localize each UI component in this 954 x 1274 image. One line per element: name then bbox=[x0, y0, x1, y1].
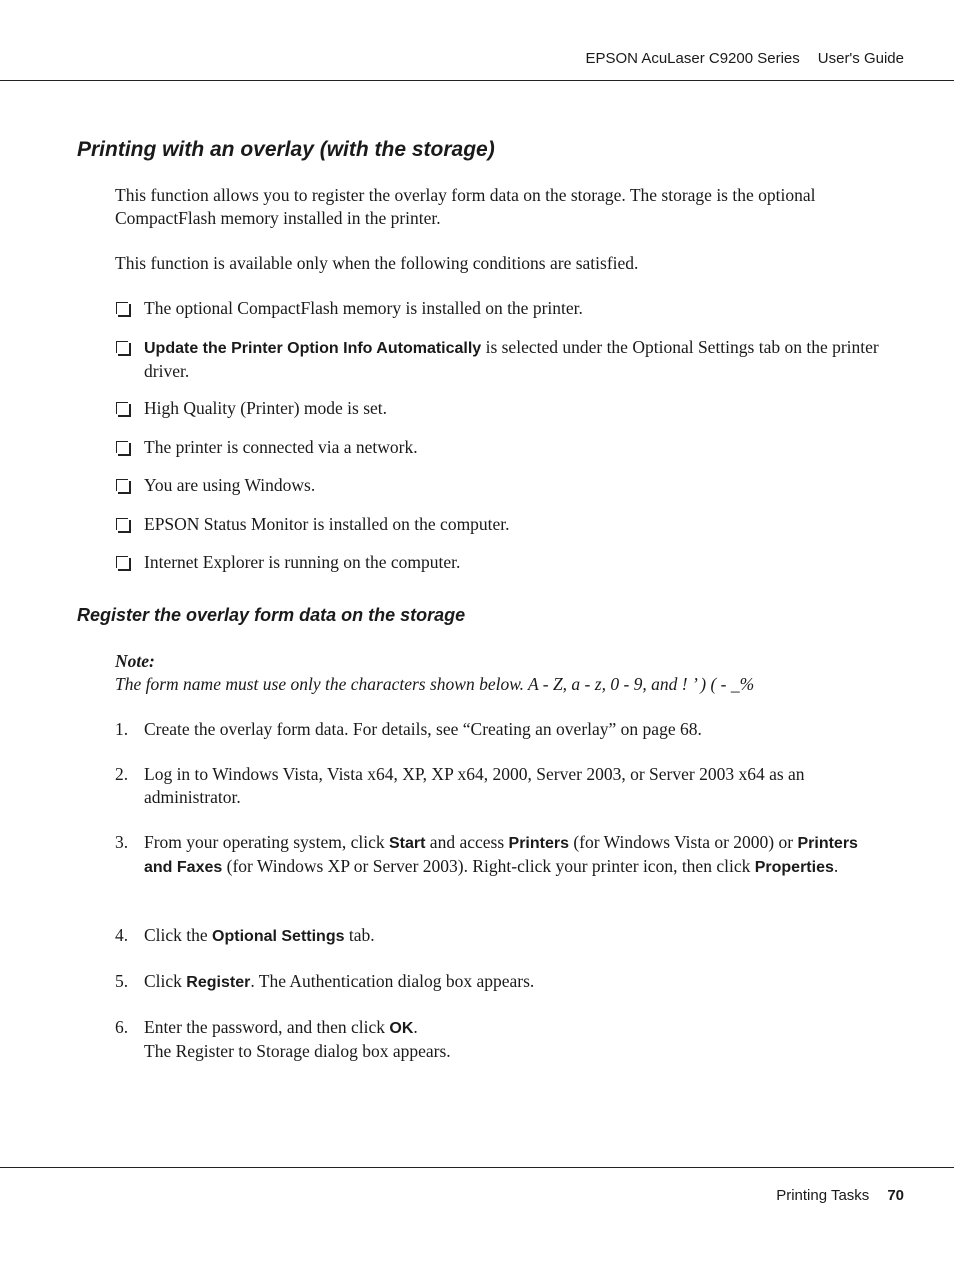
condition-item: The printer is connected via a network. bbox=[115, 436, 890, 459]
section-title: Printing with an overlay (with the storage) bbox=[77, 138, 495, 161]
header-guide: User's Guide bbox=[817, 50, 904, 67]
step-item: 3. From your operating system, click Start and access Printers (for Windows Vista or 2000) or Printers and Faxes (for Windows XP or Server 2003). Right-click your printer icon, then click Properties. bbox=[115, 832, 858, 876]
header-rule bbox=[0, 80, 954, 81]
condition-item: The optional CompactFlash memory is installed on the printer. bbox=[115, 297, 890, 320]
step-item: 2. Log in to Windows Vista, Vista x64, XP, XP x64, 2000, Server 2003, or Server 2003 x64 as an administrator. bbox=[115, 764, 805, 807]
condition-item: You are using Windows. bbox=[115, 474, 890, 497]
step-number: 4. bbox=[115, 925, 129, 945]
intro-paragraph-1: This function allows you to register the overlay form data on the storage. The storage is the optional CompactFlash memory installed in the printer. bbox=[115, 185, 816, 228]
step-number: 5. bbox=[115, 971, 129, 991]
step-item: 5. Click Register. The Authentication dialog box appears. bbox=[115, 971, 535, 991]
condition-item: Update the Printer Option Info Automatically is selected under the Optional Settings tab on the printer driver. bbox=[115, 336, 890, 383]
footer-section: Printing Tasks bbox=[776, 1187, 870, 1204]
step-number: 3. bbox=[115, 832, 129, 852]
page-footer bbox=[776, 1187, 904, 1204]
header-product: EPSON AcuLaser C9200 Series bbox=[585, 50, 800, 67]
page-header bbox=[585, 50, 904, 67]
step-number: 2. bbox=[115, 764, 129, 784]
step-item: 6. Enter the password, and then click OK. The Register to Storage dialog box appears. bbox=[115, 1017, 451, 1061]
step-item: 4. Click the Optional Settings tab. bbox=[115, 925, 375, 945]
subsection-title: Register the overlay form data on the storage bbox=[77, 605, 466, 625]
note-text: The form name must use only the characters shown below. A - Z, a - z, 0 - 9, and ! ’ ) ( - _% bbox=[115, 674, 755, 694]
page-number: 70 bbox=[887, 1187, 904, 1204]
intro-paragraph-2: This function is available only when the following conditions are satisfied. bbox=[115, 253, 639, 273]
step-item: 1. Create the overlay form data. For details, see “Creating an overlay” on page 68. bbox=[115, 719, 702, 739]
footer-rule bbox=[0, 1167, 954, 1168]
step-number: 1. bbox=[115, 719, 129, 739]
step-number: 6. bbox=[115, 1017, 129, 1037]
note-label: Note: bbox=[115, 651, 155, 671]
condition-item: EPSON Status Monitor is installed on the computer. bbox=[115, 513, 890, 536]
condition-item: Internet Explorer is running on the computer. bbox=[115, 551, 890, 574]
condition-item: High Quality (Printer) mode is set. bbox=[115, 397, 890, 420]
